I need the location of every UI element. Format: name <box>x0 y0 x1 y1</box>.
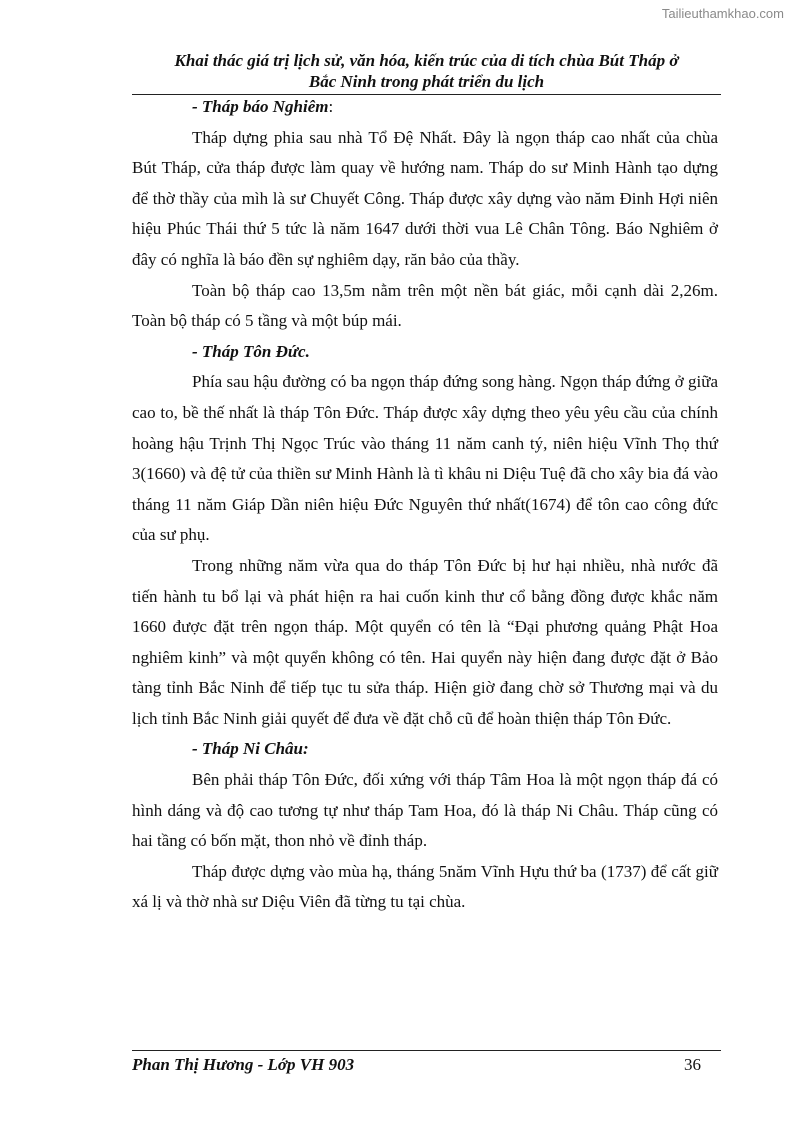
footer-author: Phan Thị Hương - Lớp VH 903 <box>132 1055 355 1074</box>
page-number: 36 <box>684 1055 701 1074</box>
paragraph: Tháp dựng phia sau nhà Tổ Đệ Nhất. Đây là ngọn tháp cao nhất của chùa Bút Tháp, cửa tháp được làm quay về hướng nam. Tháp do sư Minh Hành tạo dựng để thờ thầy của mìh là sư Chuyết Công. Tháp được xây dựng vào năm Đinh Hợi niên hiệu Phúc Thái thứ 5 tức là năm 1647 dưới thời vua Lê Chân Tông. Báo Nghiêm ở đây có nghĩa là báo đền sự nghiêm dạy, răn bảo của thầy. <box>132 127 718 269</box>
heading-colon: : <box>328 97 334 116</box>
header-line-2: Bắc Ninh trong phát triển du lịch <box>308 72 545 91</box>
heading-text: - Tháp báo Nghiêm <box>192 97 329 116</box>
paragraph: Bên phải tháp Tôn Đức, đối xứng với tháp Tâm Hoa là một ngọn tháp đá có hình dáng và độ cao tương tự như tháp Tam Hoa, đó là tháp Ni Châu. Tháp cũng có hai tầng có bốn mặt, thon nhỏ về đỉnh tháp. <box>132 770 718 851</box>
section-heading-bao-nghiem <box>132 92 718 123</box>
header-line-1: Khai thác giá trị lịch sử, văn hóa, kiến trúc của di tích chùa Bút Tháp ở <box>174 51 679 70</box>
paragraph: Tháp được dựng vào mùa hạ, tháng 5năm Vĩnh Hựu thứ ba (1737) để cất giữ xá lị và thờ nhà sư Diệu Viên đã từng tu tại chùa. <box>132 861 718 912</box>
footer-rule <box>132 1050 721 1051</box>
section-heading-ni-chau: - Tháp Ni Châu: <box>192 739 309 759</box>
watermark: Tailieuthamkhao.com <box>661 6 784 21</box>
running-header <box>132 50 721 92</box>
paragraph: Phía sau hậu đường có ba ngọn tháp đứng song hàng. Ngọn tháp đứng ở giữa cao to, bề thế nhất là tháp Tôn Đức. Tháp được xây dựng theo yêu yêu cầu của chính hoàng hậu Trịnh Thị Ngọc Trúc vào tháng 11 năm canh tý, niên hiệu Vĩnh Thọ thứ 3(1660) và đệ tử của thiền sư Minh Hành là tì khâu ni Diệu Tuệ đã cho xây bia đá vào tháng 11 năm Giáp Dần niên hiệu Đức Nguyên thứ nhất(1674) để tôn cao công đức của sư phụ. <box>132 372 718 545</box>
paragraph: Toàn bộ tháp cao 13,5m nằm trên một nền bát giác, mỗi cạnh dài 2,26m. Toàn bộ tháp có 5 tầng và một búp mái. <box>132 280 718 331</box>
paragraph: Trong những năm vừa qua do tháp Tôn Đức bị hư hại nhiều, nhà nước đã tiến hành tu bổ lại và phát hiện ra hai cuốn kinh thư cổ bằng đồng được khắc năm 1660 được đặt trên ngọn tháp. Một quyển có tên là “Đại phương quảng Phật Hoa nghiêm kinh” và một quyển không có tên. Hai quyển này hiện đang được đặt ở Bảo tàng tỉnh Bắc Ninh để tiếp tục tu sửa tháp. Hiện giờ đang chờ sở Thương mại và du lịch tỉnh Bắc Ninh giải quyết để đưa về đặt chỗ cũ để hoàn thiện tháp Tôn Đức. <box>132 555 718 728</box>
section-heading-ton-duc: - Tháp Tôn Đức. <box>192 341 310 361</box>
page-body <box>132 92 718 918</box>
